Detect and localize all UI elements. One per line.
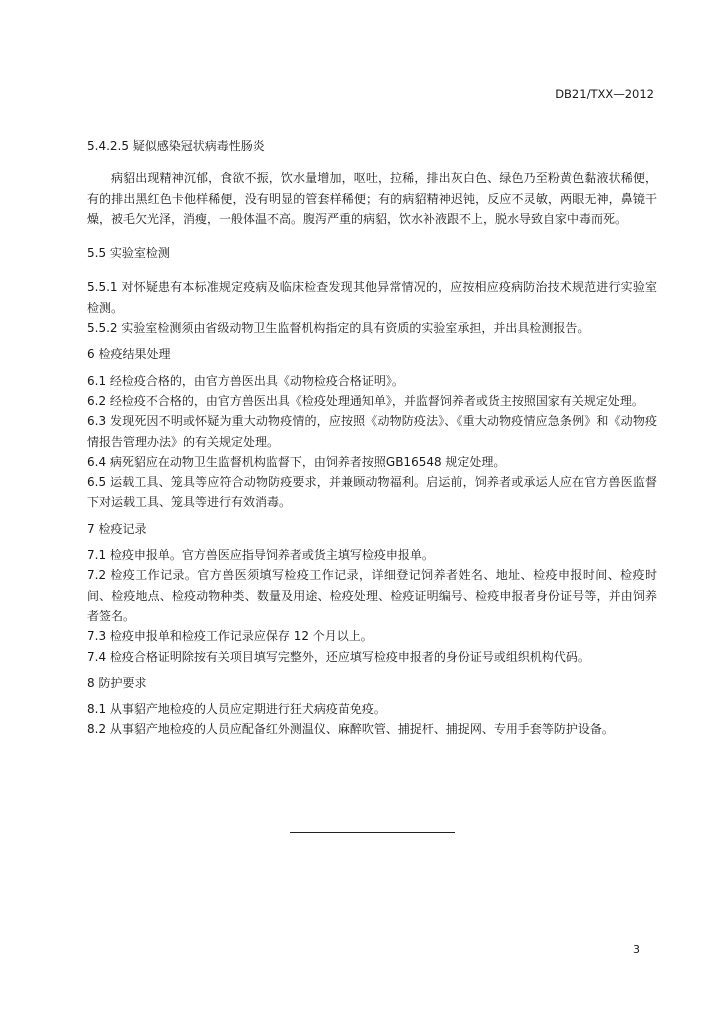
paragraph-6-4: 6.4 病死貂应在动物卫生监督机构监督下，由饲养者按照GB16548 规定处理。 (87, 454, 506, 469)
section-title-6: 6 检疫结果处理 (87, 347, 171, 362)
paragraph-5-4-2-5: 病貂出现精神沉郁，食欲不振，饮水量增加，呕吐，拉稀，排出灰白色、绿色乃至粉黄色黏液状稀便，有的排出黑红色卡他样稀便，没有明显的管套样稀便；有的病貂精神迟钝，反应不灵敏，两眼无神，鼻镜干燥，被毛欠光泽，消瘦，一般体温不高。腹泻严重的病貂，饮水补液跟不上，脱水导致自家中毒而死。 (87, 171, 657, 226)
paragraph-8-1: 8.1 从事貂产地检疫的人员应定期进行狂犬病疫苗免疫。 (87, 702, 386, 717)
paragraph-5-5-2: 5.5.2 实验室检测须由省级动物卫生监督机构指定的具有资质的实验室承担，并出具检测报告。 (87, 321, 590, 336)
section-title-8: 8 防护要求 (87, 675, 147, 690)
paragraph-7-2: 7.2 检疫工作记录。官方兽医须填写检疫工作记录，详细登记饲养者姓名、地址、检疫申报时间、检疫时间、检疫地点、检疫动物种类、数量及用途、检疫处理、检疫证明编号、检疫申报者身份证号等，并由饲养者签名。 (87, 568, 657, 623)
section-title-5-4-2-5: 5.4.2.5 疑似感染冠状病毒性肠炎 (87, 139, 265, 153)
document-body (87, 136, 657, 740)
paragraph-7-1: 7.1 检疫申报单。官方兽医应指导饲养者或货主填写检疫申报单。 (87, 548, 434, 563)
page-number: 3 (633, 943, 640, 956)
section-title-5-5: 5.5 实验室检测 (87, 246, 170, 261)
paragraph-6-2: 6.2 经检疫不合格的，由官方兽医出具《检疫处理通知单》，并监督饲养者或货主按照国家有关规定处理。 (87, 393, 644, 408)
paragraph-6-3: 6.3 发现死因不明或怀疑为重大动物疫情的，应按照《动物防疫法》、《重大动物疫情应急条例》和《动物疫情报告管理办法》的有关规定处理。 (87, 414, 657, 449)
paragraph-6-5: 6.5 运载工具、笼具等应符合动物防疫要求，并兼顾动物福利。启运前，饲养者或承运人应在官方兽医监督下对运载工具、笼具等进行有效消毒。 (87, 475, 657, 510)
document-code: DB21/TXX—2012 (555, 87, 654, 101)
paragraph-6-1: 6.1 经检疫合格的，由官方兽医出具《动物检疫合格证明》。 (87, 373, 404, 388)
paragraph-7-3: 7.3 检疫申报单和检疫工作记录应保存 12 个月以上。 (87, 629, 373, 644)
paragraph-5-5-1: 5.5.1 对怀疑患有本标准规定疫病及临床检查发现其他异常情况的，应按相应疫病防治技术规范进行实验室检测。 (87, 280, 657, 315)
paragraph-8-2: 8.2 从事貂产地检疫的人员应配备红外测温仪、麻醉吹管、捕捉杆、捕捉网、专用手套等防护设备。 (87, 722, 614, 737)
end-of-document-line (290, 832, 455, 833)
section-title-7: 7 检疫记录 (87, 521, 147, 536)
paragraph-7-4: 7.4 检疫合格证明除按有关项目填写完整外，还应填写检疫申报者的身份证号或组织机构代码。 (87, 649, 590, 664)
